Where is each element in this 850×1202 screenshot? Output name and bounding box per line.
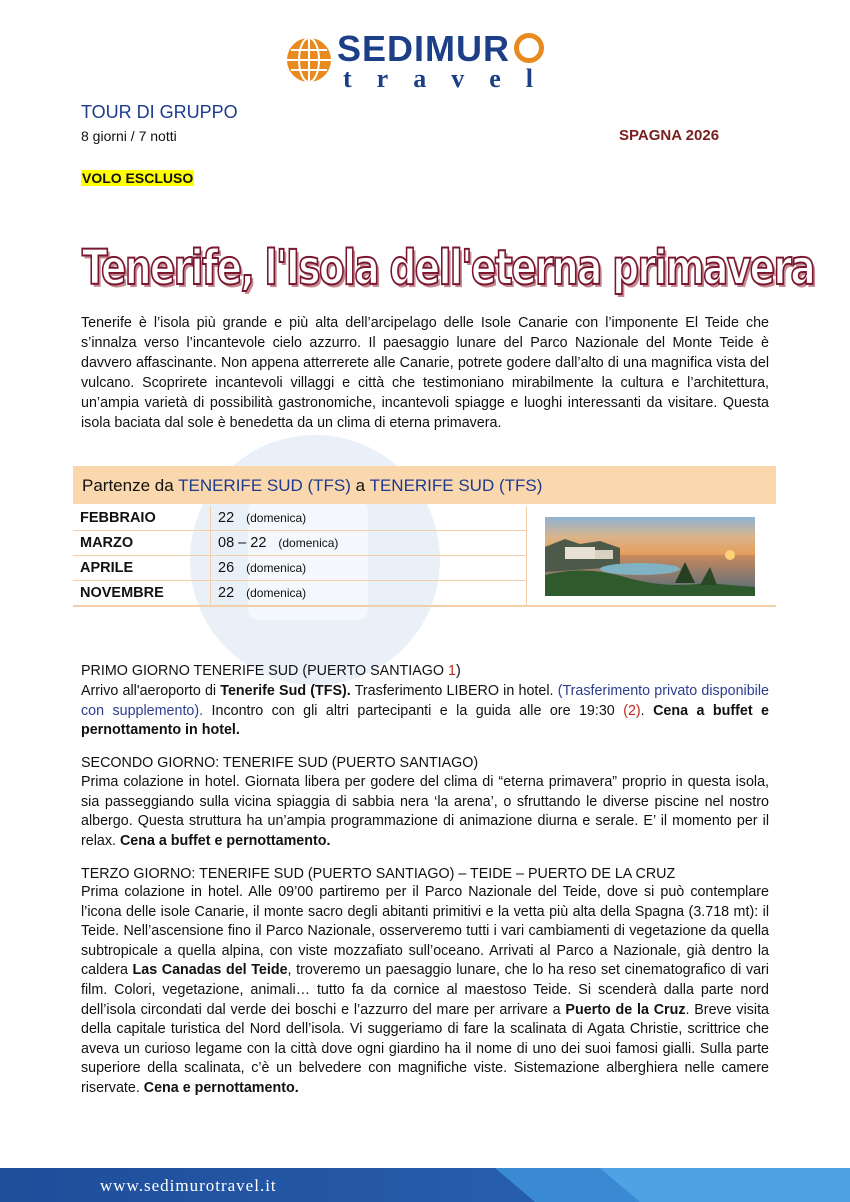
- table-bottom-rule: [73, 605, 776, 607]
- coast-photo: [545, 517, 755, 596]
- logo-subtitle: travel: [343, 64, 558, 93]
- tour-type: TOUR DI GRUPPO: [81, 102, 238, 122]
- departures-table: [73, 506, 526, 606]
- logo-ring-icon: [514, 33, 544, 63]
- dates-cell: 22 (domenica): [211, 506, 527, 531]
- day1-title: PRIMO GIORNO TENERIFE SUD (PUERTO SANTIAGO 1): [81, 663, 461, 679]
- dates-cell: 26 (domenica): [211, 556, 527, 581]
- month-cell: APRILE: [73, 556, 211, 581]
- flight-excluded-badge: VOLO ESCLUSO: [82, 170, 194, 186]
- month-cell: FEBBRAIO: [73, 506, 211, 531]
- page-title: Tenerife, l'Isola dell'eterna primavera: [82, 240, 815, 296]
- table-row: [73, 581, 526, 606]
- month-cell: NOVEMBRE: [73, 581, 211, 606]
- logo-wordmark: SEDIMUR: [337, 30, 544, 68]
- globe-icon: [285, 36, 333, 84]
- table-row: [73, 531, 526, 556]
- day2-text: Prima colazione in hotel. Giornata libera per godere del clima di “eterna primavera” proprio in questa isola, sia passeggiando sulla vicina spiaggia di sabbia nera ‘la arena’, o sfruttando le diverse piscine nel nostro albergo. Questa struttura ha un’ampia programmazione di animazione diurna e serale. E’ il momento per il relax. Cena a buffet e pernottamento.: [81, 774, 769, 849]
- table-row: [73, 506, 526, 531]
- intro-paragraph: Tenerife è l’isola più grande e più alta dell’arcipelago delle Isole Canarie con l’imponente El Teide che s’innalza verso l’incantevole cielo azzurro. Il paesaggio lunare del Parco Nazionale del Monte Teide è davvero affascinante. Non appena atterrerete alle Canarie, potrete godere dall’alto di una magnifica vista del vulcano. Scoprirete incantevoli villaggi e città che testimoniano mirabilmente la cultura e l’architettura, un’ampia varietà di possibilità gastronomiche, incantevoli spiagge e luoghi interessanti da visitare. Questa isola baciata dal sole è benedetta da un clima di eterna primavera.: [81, 315, 769, 431]
- month-cell: MARZO: [73, 531, 211, 556]
- dates-cell: 08 – 22 (domenica): [211, 531, 527, 556]
- departures-title: Partenze da TENERIFE SUD (TFS) a TENERIFE SUD (TFS): [82, 476, 543, 495]
- day3-text: Prima colazione in hotel. Alle 09’00 partiremo per il Parco Nazionale del Teide, dove si può contemplare l’icona delle isole Canarie, il monte sacro degli abitanti primitivi e la vetta più alta della Spagna (3.718 mt): il Teide. Nell’ascensione fino il Parco Nazionale, osserveremo tutti i vari cambiamenti di vegetazione da quella subtropicale a quella alpina, con viste mozzafiato sull’oceano. Arrivati al Parco a Nazionale, già dentro la caldera Las Canadas del Teide, troveremo un paesaggio lunare, che lo ha reso set cinematografico di vari film. Colori, vegetazione, animali… tutto fa da cornice al maestoso Teide. Si scenderà dalla parte nord dell’isola circondati dal verde dei boschi e l’azzurro del mare per arrivare a Puerto de la Cruz. Breve visita della capitale turistica del Nord dell’isola. Vi suggeriamo di fare la scalinata di Agata Christie, scrittrice che aveva un curioso legame con la città dove ogni giardino ha il nome di uno dei suoi famosi gialli. Sulla parte superiore della scalinata, c’è un belvedere con magnifiche viste. Sistemazione alberghiera nelle camere riservate. Cena e pernottamento.: [81, 884, 769, 1096]
- table-row: [73, 556, 526, 581]
- website-link[interactable]: www.sedimurotravel.it: [100, 1176, 277, 1195]
- destination-year: SPAGNA 2026: [619, 127, 720, 144]
- departures-header: [73, 466, 776, 504]
- tour-duration: 8 giorni / 7 notti: [81, 128, 177, 144]
- dates-cell: 22 (domenica): [211, 581, 527, 606]
- day3-title: TERZO GIORNO: TENERIFE SUD (PUERTO SANTIAGO) – TEIDE – PUERTO DE LA CRUZ: [81, 866, 676, 882]
- company-logo: [285, 28, 585, 93]
- day1-text: Arrivo all'aeroporto di Tenerife Sud (TFS). Trasferimento LIBERO in hotel. (Trasferimento privato disponibile con supplemento). Incontro con gli altri partecipanti e la guida alle ore 19:30 (2). Cena a buffet e pernottamento in hotel.: [81, 683, 769, 739]
- day2-title: SECONDO GIORNO: TENERIFE SUD (PUERTO SANTIAGO): [81, 755, 479, 771]
